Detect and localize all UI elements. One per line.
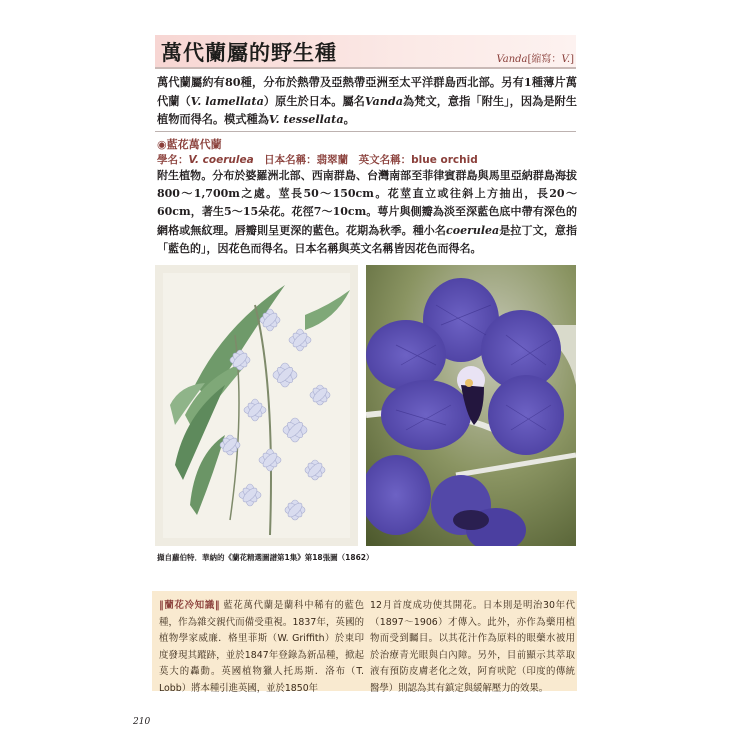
species-description — [157, 167, 577, 258]
desc-text: 是拉丁文，意指「藍色的」，因花色而得名。日本名稱與英文名稱皆因花色而得名。 — [157, 223, 578, 255]
intro-text: ）原生於日本。屬名 — [263, 93, 365, 108]
species-names — [157, 152, 478, 167]
trivia-lead: ‖蘭花冷知識‖ — [159, 600, 220, 611]
genus-abbr-latin: V. — [561, 54, 571, 65]
orchid-photograph-icon — [366, 265, 576, 546]
orchid-photograph — [366, 265, 576, 546]
botanical-illustration — [155, 265, 358, 546]
desc-text: 附生植物。分布於婆羅洲北部、西南群島、台灣南部至菲律賓群島與馬里亞納群島海拔800～1,700m之處。莖長50～150cm。花莖直立或往斜上方抽出，長20～60cm，著生5～15朵花。花徑7～10cm。萼片與側瓣為淡至深藍色底中帶有深色的網格或無紋理。唇瓣則呈更深的藍色。花期為秋季。種小名 — [157, 169, 577, 237]
species-heading: ◉藍花萬代蘭 — [157, 138, 222, 151]
name-prefix: 學名： — [157, 154, 189, 166]
trivia-left-column — [159, 598, 364, 698]
genus-tag — [496, 50, 574, 65]
page-title: 萬代蘭屬的野生種 — [161, 40, 337, 65]
scientific-name: V. coerulea — [188, 154, 254, 166]
intro-paragraph — [157, 73, 577, 129]
intro-text: 萬代蘭屬約有80種，分布於熱帶及亞熱帶亞洲至太平洋群島西北部。另有1種薄片萬代蘭（ — [157, 75, 577, 108]
section-divider — [155, 131, 576, 132]
genus-abbr-prefix: [縮寫： — [527, 54, 562, 65]
intro-text: 為梵文，意指「附生」，因為是附生植物而得名。模式種為 — [157, 93, 577, 126]
header-rule — [155, 67, 576, 69]
page-number: 210 — [133, 717, 151, 727]
botanical-illustration-icon — [155, 265, 358, 546]
figure-caption: 擷自蘿伯特．華納的《蘭花精選圖譜第1集》第18張圖（1862） — [157, 553, 374, 562]
trivia-left-text: 藍花萬代蘭是蘭科中稀有的藍色種，作為雜交親代而備受重視。1837年，英國的植物學家威廉．格里菲斯（W. Griffith）於東印度發現其蹤跡，並於1847年登錄為新品種，掀起莫大的轟動。英國植物獵人托馬斯．洛布（T. Lobb）將本種引進英國，並於1850年 — [159, 600, 364, 694]
genus-latin: Vanda — [496, 54, 528, 65]
desc-latin: coerulea — [446, 223, 500, 237]
intro-latin: V. lamellata — [190, 93, 264, 108]
trivia-right-column: 12月首度成功使其開花。日本則是明治30年代（1897～1906）才傳入。此外，亦作為藥用植物而受到矚目。以其花汁作為原料的眼藥水被用於治療青光眼與白內障。另外，目前顯示其萃取液有預防皮膚老化之效，阿育吠陀（印度的傳統醫學）則認為其有鎮定與緩解壓力的效果。 — [370, 600, 575, 694]
intro-latin: V. tessellata — [268, 112, 344, 126]
intro-latin: Vanda — [364, 93, 403, 108]
common-names: 日本名稱：翡翠蘭 英文名稱：blue orchid — [253, 154, 478, 166]
intro-text: 。 — [343, 112, 355, 126]
genus-abbr-suffix: ] — [570, 54, 574, 65]
